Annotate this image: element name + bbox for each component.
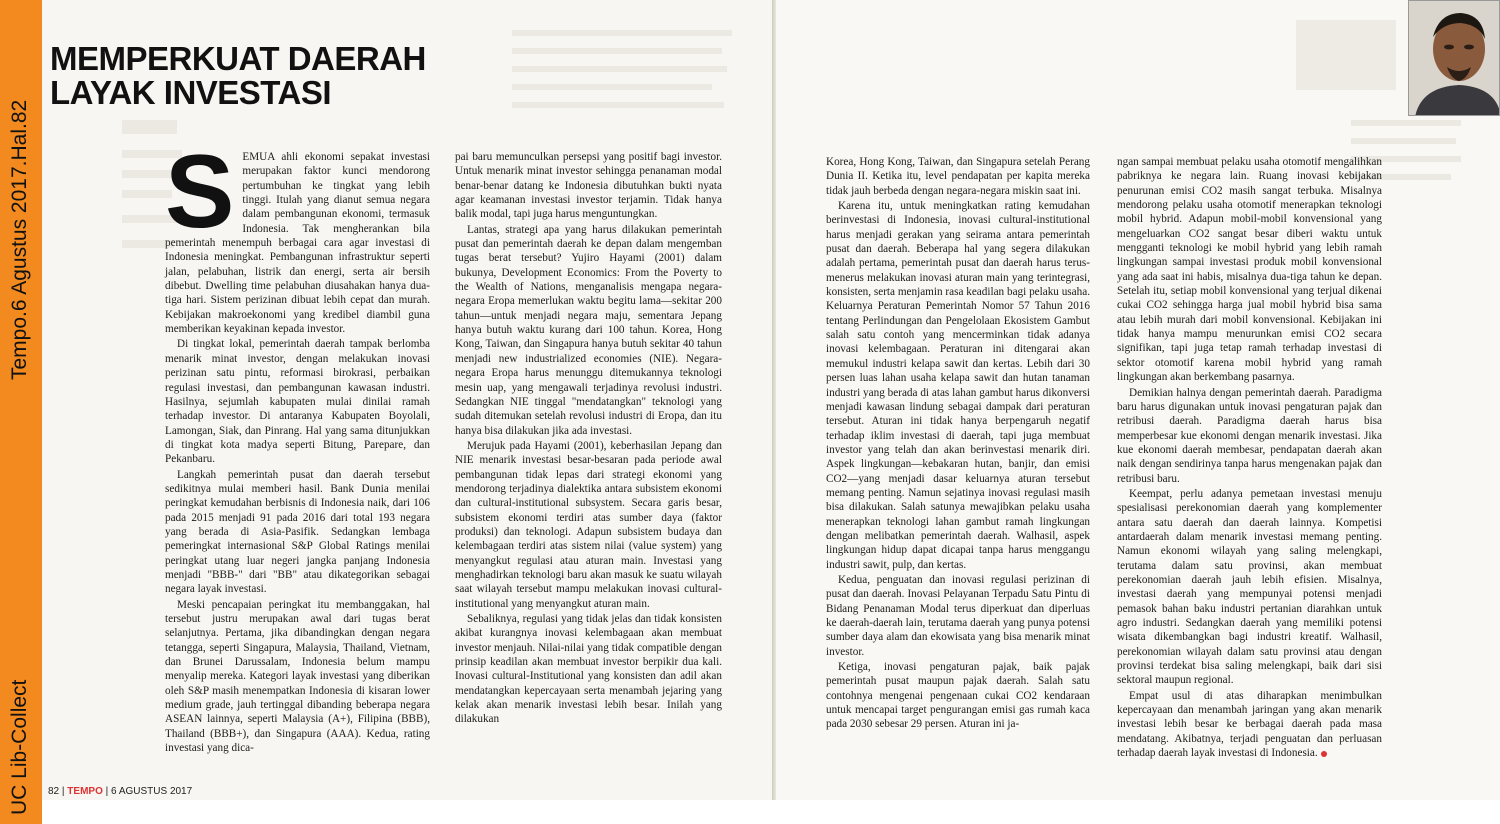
- page-footer: 82 | TEMPO | 6 AGUSTUS 2017: [48, 786, 193, 797]
- paragraph: Di tingkat lokal, pemerintah daerah tampak berlomba menarik minat investor, dengan melakukan inovasi perizinan satu pintu, reformasi birokrasi, perbaikan regulasi investasi, dan pembangunan kawasan industri. Hasilnya, sejumlah kabupaten mulai dinilai ramah terhadap investor. Di antaranya Kabupaten Boyolali, Lamongan, Siak, dan Pinrang. Hal yang sama ditunjukkan di tingkat kota madya seperti Bitung, Parepare, dan Pekanbaru.: [165, 338, 430, 466]
- drop-cap: S: [165, 134, 235, 250]
- paragraph: Lantas, strategi apa yang harus dilakukan pemerintah pusat dan pemerintah daerah ke depan dalam mengemban tugas berat tersebut? Yujiro Hayami (2001) dalam bukunya, Development Economics: From the Poverty to the Wealth of Nations, menganalisis mengapa negara-negara Eropa memerlukan waktu begitu lama—sekitar 200 tahun—untuk menjadi negara maju, sementara Jepang hanya butuh waktu kurang dari 100 tahun. Korea, Hong Kong, Taiwan, dan Singapura hanya butuh sekitar 40 tahun menjadi new industrialized economies (NIE). Negara-negara Eropa harus menunggu ditemukannya teknologi mesin uap, yang mengawali terjadinya revolusi industri. Sedangkan NIE tinggal "mendatangkan" teknologi yang sudah ditemukan setelah revolusi industri di Eropa, dan itu hanya bisa dilakukan jika ada investasi.: [455, 223, 722, 437]
- page-number: 82: [48, 786, 60, 797]
- issue-date: 6 AGUSTUS 2017: [111, 786, 193, 797]
- end-mark-icon: [1321, 751, 1327, 757]
- paragraph: Empat usul di atas diharapkan menimbulkan kepercayaan dan menambah jaringan yang akan menarik investasi lebih besar ke berbagai daerah pada masa mendatang. Akibatnya, terjadi penguatan dan perluasan terhadap daerah layak investasi di Indonesia.: [1117, 689, 1382, 760]
- article-column-4: [1117, 155, 1382, 761]
- paragraph: Merujuk pada Hayami (2001), keberhasilan Jepang dan NIE menarik investasi besar-besaran pada periode awal pembangunan tidak lepas dari strategi ekonomi yang mendorong terjadinya dialektika antara subsistem ekonomi dan cultural-institutional subsystem. Secara garis besar, subsistem ekonomi terdiri atas sumber daya (faktor produksi) dan teknologi. Adapun subsistem budaya dan kelembagaan terdiri atas sistem nilai (value system) yang menyangkut regulasi atau aturan main. Investasi yang menghadirkan teknologi baru akan masuk ke suatu wilayah saat wilayah tersebut mampu melakukan inovasi cultural-institutional yang menyangkut aturan main.: [455, 439, 722, 610]
- paragraph: Ketiga, inovasi pengaturan pajak, baik pajak pemerintah pusat maupun pajak daerah. Salah satu contohnya mengenai pengenaan cukai CO2 kendaraan untuk mencapai target pengurangan emisi gas rumah kaca pada 2030 sebesar 29 persen. Aturan ini ja-: [826, 661, 1090, 731]
- article-column-3: [826, 155, 1090, 733]
- article-column-1: [165, 134, 430, 756]
- author-portrait-icon: [1409, 1, 1500, 116]
- paragraph: Sebaliknya, regulasi yang tidak jelas dan tidak konsisten akibat kurangnya inovasi kelembagaan akan membuat investor menjauh. Nilai-nilai yang tidak compatible dengan prinsip keadilan akan membuat investor berpikir dua kali. Inovasi cultural-Institutional yang konsisten dan adil akan mendatangkan kepercayaan serta menambah jejaring yang kelak akan menarik investasi lebih besar. Inilah yang dilakukan: [455, 613, 722, 726]
- right-page: [776, 0, 1500, 800]
- paragraph: SEMUA ahli ekonomi sepakat investasi merupakan faktor kunci mendorong pertumbuhan ke tingkat yang lebih tinggi. Itulah yang dianut semua negara dalam pembangunan ekonomi, termasuk Indonesia. Tak mengherankan bila pemerintah menempuh berbagai cara agar investasi di Indonesia meningkat. Pembangunan infrastruktur seperti jalan, pelabuhan, listrik dan energi, serta air bersih dibebut. Dwelling time pelabuhan diusahakan hanya dua-tiga hari. Sistem perizinan dibuat lebih cepat dan murah. Kebijakan makroekonomi yang kredibel diambil guna memberikan keyakinan kepada investor.: [165, 134, 430, 336]
- paragraph: Karena itu, untuk meningkatkan rating kemudahan berinvestasi di Indonesia, inovasi cultural-institutional harus menjadi gerakan yang seirama antara pemerintah pusat dan daerah. Beberapa hal yang segera dilakukan adalah pertama, pemerintah pusat dan daerah harus terus-menerus melakukan inovasi aturan main yang terintegrasi, konsisten, serta menjamin rasa keadilan bagi pelaku usaha. Keluarnya Peraturan Pemerintah Nomor 57 Tahun 2016 tentang Perlindungan dan Pengelolaan Ekosistem Gambut salah satu contoh yang mencerminkan tidak adanya inovasi kelembagaan. Peraturan ini ditengarai akan memukul industri kelapa sawit dan kertas. Lebih dari 30 persen luas lahan usaha kelapa sawit dan hutan tanaman industri yang berada di atas lahan gambut harus dikonversi menjadi kawasan lindung sebagai dampak dari peraturan tersebut. Aturan ini tidak hanya berpengaruh negatif terhadap iklim investasi di daerah, tapi juga membuat investor yang telah dan akan berinvestasi menarik diri. Aspek lingkungan—kebakaran hutan, banjir, dan emisi CO2—yang menjadi dasar keluarnya aturan tersebut memang penting. Namun sejatinya inovasi regulasi masih bisa dilakukan. Salah satunya mewajibkan pelaku usaha menerapkan teknologi lahan gambut ramah lingkungan dengan melibatkan pemerintah daerah. Walhasil, aspek lingkungan hidup dapat dicapai tanpa harus menggangu industri sawit, pulp, dan kertas.: [826, 200, 1090, 571]
- headline-line-2: LAYAK INVESTASI: [50, 74, 332, 111]
- headline-line-1: MEMPERKUAT DAERAH: [50, 40, 426, 77]
- paragraph: Langkah pemerintah pusat dan daerah tersebut sedikitnya mulai memberi hasil. Bank Dunia menilai peringkat kemudahan berbisnis di Indonesia naik, dari 106 pada 2015 menjadi 91 pada 2016 dari total 193 negara yang berada di Asia-Pasifik. Sedangkan lembaga pemeringkat internasional S&P Global Ratings menilai peringkat utang luar negeri jangka panjang Indonesia menjadi "BBB-" dari "BB" atau dikategorikan sebagai negara layak investasi.: [165, 468, 430, 596]
- magazine-name: TEMPO: [67, 786, 103, 797]
- library-collection-label: UC Lib-Collect: [8, 679, 31, 815]
- author-photo: [1408, 0, 1500, 116]
- paragraph: ngan sampai membuat pelaku usaha otomotif mengalihkan pabriknya ke negara lain. Ruang inovasi kebijakan penurunan emisi CO2 masih sangat terbuka. Misalnya mendorong pelaku usaha otomotif menerapkan teknologi mobil hybrid. Adapun mobil-mobil konvensional yang mengeluarkan CO2 sangat besar diberi waktu untuk mengganti teknologi ke mobil hybrid yang lebih ramah lingkungan sampai investasi produk mobil konvensional yang ada saat ini habis, misalnya dua-tiga tahun ke depan. Setelah itu, setiap mobil konvensional yang terjual dikenai cukai CO2 sehingga harga jual mobil hybrid bisa sama atau lebih murah dari mobil konvensional. Kebijakan ini tidak hanya mampu menurunkan emisi CO2 secara signifikan, tapi juga tetap ramah terhadap investasi di sektor otomotif karena mobil hybrid yang ramah lingkungan akan berkembang pasarnya.: [1117, 156, 1382, 384]
- paragraph: Korea, Hong Kong, Taiwan, dan Singapura setelah Perang Dunia II. Ketika itu, level pendapatan per kapita mereka tidak jauh berbeda dengan negara-negara miskin saat ini.: [826, 156, 1090, 197]
- left-page: [42, 0, 772, 800]
- paragraph: Keempat, perlu adanya pemetaan investasi menuju spesialisasi perekonomian daerah yang komplementer antara satu daerah dan daerah lainnya. Kompetisi antardaerah dalam menarik investasi memang penting. Namun ekonomi wilayah yang saling melengkapi, terutama dalam satu provinsi, akan membuat perekonomian daerah jauh lebih efisien. Misalnya, investasi daerah yang mempunyai potensi menjadi pemasok bahan baku industri pertanian diarahkan untuk agro industri. Sedangkan daerah yang memiliki potensi wisata dikembangkan bagi industri kreatif. Walhasil, perekonomian wilayah dalam satu provinsi atau dengan provinsi terdekat bisa saling melengkapi, baik dari sisi sektoral maupun regional.: [1117, 487, 1382, 687]
- article-headline: [50, 42, 426, 110]
- article-column-2: [455, 150, 722, 728]
- source-citation: Tempo.6 Agustus 2017.Hal.82: [8, 99, 31, 380]
- paragraph: Demikian halnya dengan pemerintah daerah. Paradigma baru harus digunakan untuk inovasi pengaturan pajak dan retribusi daerah. Paradigma daerah harus bisa memperbesar kue ekonomi dengan menarik investasi. Jika kue ekonomi daerah membesar, pendapatan daerah akan naik dengan sendirinya tanpa harus mengenakan pajak dan retribusi baru.: [1117, 386, 1382, 485]
- paragraph: Meski pencapaian peringkat itu membanggakan, hal tersebut justru merupakan awal dari tugas berat selanjutnya. Pertama, jika dibandingkan dengan negara tetangga, seperti Singapura, Malaysia, Thailand, Vietnam, dan Brunei Darussalam, Indonesia belum mampu menyalip mereka. Kategori layak investasi yang diberikan oleh S&P masih menempatkan Indonesia di kisaran lower medium grade, jauh tertinggal dibanding beberapa negara ASEAN lainnya, seperti Malaysia (A+), Filipina (BBB), Thailand (BBB+), dan Singapura (AAA). Kedua, rating investasi yang dica-: [165, 598, 430, 755]
- paragraph: Kedua, penguatan dan inovasi regulasi perizinan di pusat dan daerah. Inovasi Pelayanan Terpadu Satu Pintu di Bidang Penanaman Modal terus diperkuat dan diperluas ke daerah-daerah lain, terutama daerah yang punya potensi sumber daya alam dan ekowisata yang bisa menarik minat investor.: [826, 573, 1090, 658]
- paragraph: pai baru memunculkan persepsi yang positif bagi investor. Untuk menarik minat investor sehingga penanaman modal benar-benar datang ke Indonesia dibutuhkan bukti nyata agar keamanan investasi investor terjamin. Tidak hanya balik modal, tapi juga harus menguntungkan.: [455, 151, 722, 221]
